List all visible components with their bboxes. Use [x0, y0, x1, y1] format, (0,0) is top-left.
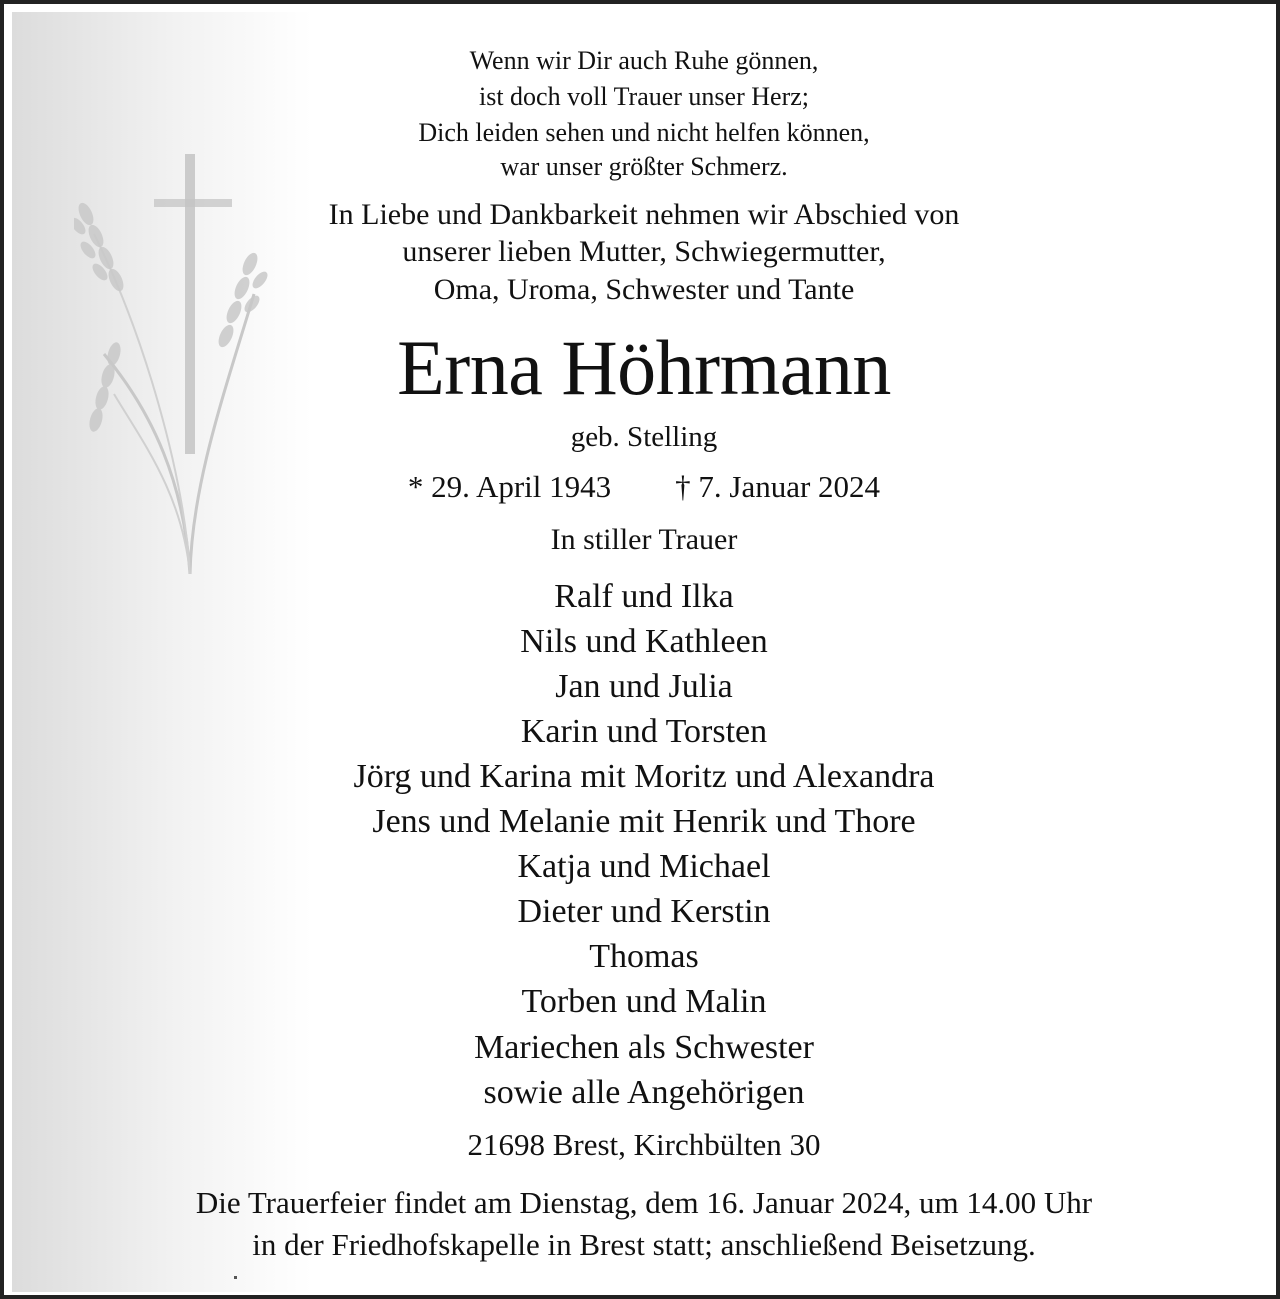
intro-line: Oma, Uroma, Schwester und Tante: [433, 273, 855, 306]
family-member: Katja und Michael: [517, 848, 771, 885]
family-member: Jens und Melanie mit Henrik und Thore: [372, 803, 916, 840]
mourning-line: In stiller Trauer: [550, 523, 738, 556]
family-member: Jan und Julia: [555, 668, 733, 705]
family-member: Karin und Torsten: [520, 713, 768, 750]
intro-line: unserer lieben Mutter, Schwiegermutter,: [402, 235, 886, 268]
intro-line: In Liebe und Dankbarkeit nehmen wir Abschied von: [328, 198, 960, 231]
family-member: Nils und Kathleen: [520, 623, 768, 660]
service-line: Die Trauerfeier findet am Dienstag, dem 16. Januar 2024, um 14.00 Uhr: [195, 1185, 1093, 1220]
family-member: Ralf und Ilka: [554, 578, 734, 615]
print-mark: [234, 1276, 237, 1279]
poem-line: Wenn wir Dir auch Ruhe gönnen,: [469, 46, 819, 75]
address: 21698 Brest, Kirchbülten 30: [467, 1127, 821, 1162]
family-member: Mariechen als Schwester: [474, 1029, 814, 1066]
death-date: † 7. Januar 2024: [675, 469, 881, 504]
family-member: Thomas: [589, 938, 699, 975]
poem-line: Dich leiden sehen und nicht helfen können,: [418, 118, 870, 147]
poem-line: ist doch voll Trauer unser Herz;: [478, 82, 809, 111]
family-member: Jörg und Karina mit Moritz und Alexandra: [353, 758, 935, 795]
service-line: in der Friedhofskapelle in Brest statt; anschließend Beisetzung.: [252, 1227, 1036, 1262]
family-member: sowie alle Angehörigen: [483, 1074, 805, 1111]
family-member: Torben und Malin: [521, 983, 767, 1020]
birth-date: * 29. April 1943: [407, 469, 612, 504]
birth-name: geb. Stelling: [570, 421, 718, 453]
life-dates: [4, 471, 1280, 502]
family-member: Dieter und Kerstin: [517, 893, 771, 930]
poem-line: war unser größter Schmerz.: [500, 152, 788, 181]
deceased-name: Erna Höhrmann: [397, 324, 891, 411]
